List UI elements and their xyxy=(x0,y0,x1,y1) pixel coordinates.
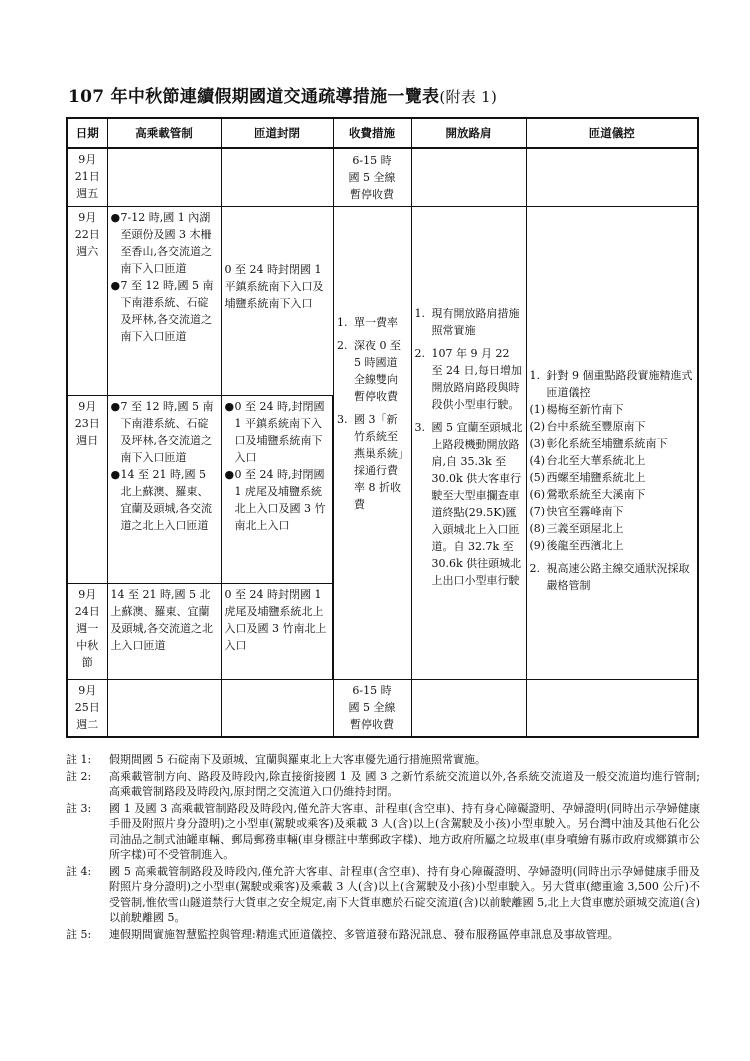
date-cell-sep24: 9月 24日 週一 中秋 節 xyxy=(67,583,107,679)
document-title xyxy=(68,82,708,107)
list-item: (7) 快官至霧峰南下 xyxy=(529,504,624,518)
table-row-sep21 xyxy=(67,148,698,206)
list-item: 1. 現有開放路肩措施照常實施 xyxy=(414,306,520,337)
shoulder-cell-sep21 xyxy=(411,148,526,206)
hov-cell-sep24: 14 至 21 時,國 5 北上蘇澳、羅東、宜蘭及頭城,各交流道之北上入口匝道 xyxy=(107,583,221,679)
list-item: ● 7 至 12 時,國 5 南下南港系統、石碇及坪林,各交流道之南下入口匝道 xyxy=(110,278,214,343)
hov-cell-sep21 xyxy=(107,148,221,206)
header-shoulder-opening: 開放路肩 xyxy=(411,118,526,148)
list-item: 2. 107 年 9 月 22 至 24 日,每日增加開放路肩路段與時段供小型車行駛。 xyxy=(414,346,522,411)
footnote-3: 註 3: 國 1 及國 3 高乘載管制路段及時段內,僅允許大客車、計程車(含空車)、持有身心障礙證明、孕婦證明(同時出示孕婦健康手冊及附照片身分證明)之小型車(駕駛或乘客)及乘載 3 人(含)以上(含駕駛及小孩)小型車駛入。另台灣中油及其他石化公司油品之制式油罐車輛、郵局郵務車輛(車身標註中華郵政字樣)、地方政府所屬之垃圾車(車身噴繪有縣市政府或鄉鎮市公所字樣)可不受管制進入。 xyxy=(66,801,700,861)
title-main: 107 年中秋節連續假期國道交通疏導措施一覽表 xyxy=(68,87,440,107)
list-item: ● 7 至 12 時,國 5 南下南港系統、石碇及坪林,各交流道之南下入口匝道 xyxy=(110,399,214,464)
list-item: (4) 台北至大華系統北上 xyxy=(529,453,646,467)
header-ramp-closure: 匝道封閉 xyxy=(221,118,333,148)
list-item: 1. 針對 9 個重點路段實施精進式匝道儀控 xyxy=(529,368,693,399)
date-cell-sep22: 9月 22日 週六 xyxy=(67,206,107,395)
header-hov-control: 高乘載管制 xyxy=(107,118,221,148)
list-item: ● 14 至 21 時,國 5 北上蘇澳、羅東、宜蘭及頭城,各交流道之北上入口匝道 xyxy=(110,467,212,532)
toll-cell-sep22-24 xyxy=(333,206,411,679)
list-item: 2. 視高速公路主線交通狀況採取嚴格管制 xyxy=(529,561,690,592)
list-item: (9) 後龍至西濱北上 xyxy=(529,538,624,552)
hov-cell-sep23 xyxy=(107,395,221,583)
metering-cell-sep21 xyxy=(526,148,698,206)
list-item: ● 7-12 時,國 1 內湖至頭份及國 3 木柵至香山,各交流道之南下入口匝道 xyxy=(110,210,212,275)
header-toll-measures: 收費措施 xyxy=(333,118,411,148)
list-item: (5) 西螺至埔鹽系統北上 xyxy=(529,470,646,484)
list-item: 2. 深夜 0 至 5 時國道全線雙向暫停收費 xyxy=(337,339,401,403)
table-row-sep22 xyxy=(67,206,698,395)
hov-cell-sep25 xyxy=(107,679,221,737)
title-attachment-label: (附表 1) xyxy=(439,88,498,106)
table-row-sep25 xyxy=(67,679,698,737)
shoulder-cell-sep22-24 xyxy=(411,206,526,679)
ramp-closure-cell-sep22: 0 至 24 時封閉國 1 平鎮系統南下入口及埔鹽系統南下入口 xyxy=(221,206,333,395)
ramp-closure-cell-sep24: 0 至 24 時封閉國 1 虎尾及埔鹽系統北上入口及國 3 竹南北上入口 xyxy=(221,583,333,679)
footnote-1: 註 1: 假期間國 5 石碇南下及頭城、宜蘭與羅東北上大客車優先通行措施照常實施。 xyxy=(66,753,486,766)
list-item: ● 0 至 24 時,封閉國 1 虎尾及埔鹽系統北上入口及國 3 竹南北上入口 xyxy=(224,467,326,532)
list-item: (3) 彰化系統至埔鹽系統南下 xyxy=(529,436,668,450)
list-item: 3. 國 5 宜蘭至頭城北上路段機動開放路肩,自 35.3k 至 30.0k 供大客車行駛至大型車攔查車道終點(29.5K)匯入頭城北上入口匝道。自 32.7k 至 30.6k 供往頭城北上出口小型車行駛 xyxy=(414,420,523,587)
metering-cell-sep25 xyxy=(526,679,698,737)
date-cell-sep23: 9月 23日 週日 xyxy=(67,395,107,583)
measures-table xyxy=(66,117,699,738)
shoulder-cell-sep25 xyxy=(411,679,526,737)
list-item: ● 0 至 24 時,封閉國 1 平鎮系統南下入口及埔鹽系統南下入口 xyxy=(224,399,325,464)
footnote-4: 註 4: 國 5 高乘載管制路段及時段內,僅允許大客車、計程車(含空車)、持有身心障礙證明、孕婦證明(同時出示孕婦健康手冊及附照片身分證明)之小型車(駕駛或乘客)及乘載 3 人(含)以上(含駕駛及小孩)小型車駛入。另大貨車(總重逾 3,500 公斤)不受管制,惟依雪山隧道禁行大貨車之安全規定,南下大貨車應於石碇交流道(含)以前駛離國 5,北上大貨車應於頭城交流道(含)以前駛離國 5。 xyxy=(66,864,700,924)
hov-cell-sep22 xyxy=(107,206,221,395)
metering-cell-sep22-24 xyxy=(526,206,698,679)
list-item: 3. 國 3「新竹系統至燕巢系統」採通行費率 8 折收費 xyxy=(337,413,404,511)
list-item: (2) 台中系統至豐原南下 xyxy=(529,419,646,433)
list-item: (1) 楊梅至新竹南下 xyxy=(529,402,624,416)
footnote-2: 註 2: 高乘載管制方向、路段及時段內,除直接銜接國 1 及 國 3 之新竹系統交流道以外,各系統交流道及一般交流道均進行管制;高乘載管制路段及時段內,原封閉之交流道入口仍維持封閉。 xyxy=(66,769,700,798)
header-date: 日期 xyxy=(67,118,107,148)
ramp-closure-cell-sep25 xyxy=(221,679,333,737)
list-item: 1. 單一費率 xyxy=(337,316,398,329)
ramp-closure-cell-sep21 xyxy=(221,148,333,206)
list-item: (8) 三義至頭屋北上 xyxy=(529,521,624,535)
date-cell-sep21: 9月 21日 週五 xyxy=(67,148,107,206)
header-ramp-metering: 匝道儀控 xyxy=(526,118,698,148)
footnote-5: 註 5: 連假期間實施智慧監控與管理:精進式匝道儀控、多管道發布路況訊息、發布服務區停車訊息及事故管理。 xyxy=(66,927,619,941)
toll-cell-sep25: 6-15 時 國 5 全線 暫停收費 xyxy=(333,679,411,737)
toll-cell-sep21: 6-15 時 國 5 全線 暫停收費 xyxy=(333,148,411,206)
list-item: (6) 鶯歌系統至大溪南下 xyxy=(529,487,646,501)
ramp-closure-cell-sep23 xyxy=(221,395,333,583)
footnotes xyxy=(66,752,700,943)
date-cell-sep25: 9月 25日 週二 xyxy=(67,679,107,737)
table-header-row xyxy=(67,118,698,148)
